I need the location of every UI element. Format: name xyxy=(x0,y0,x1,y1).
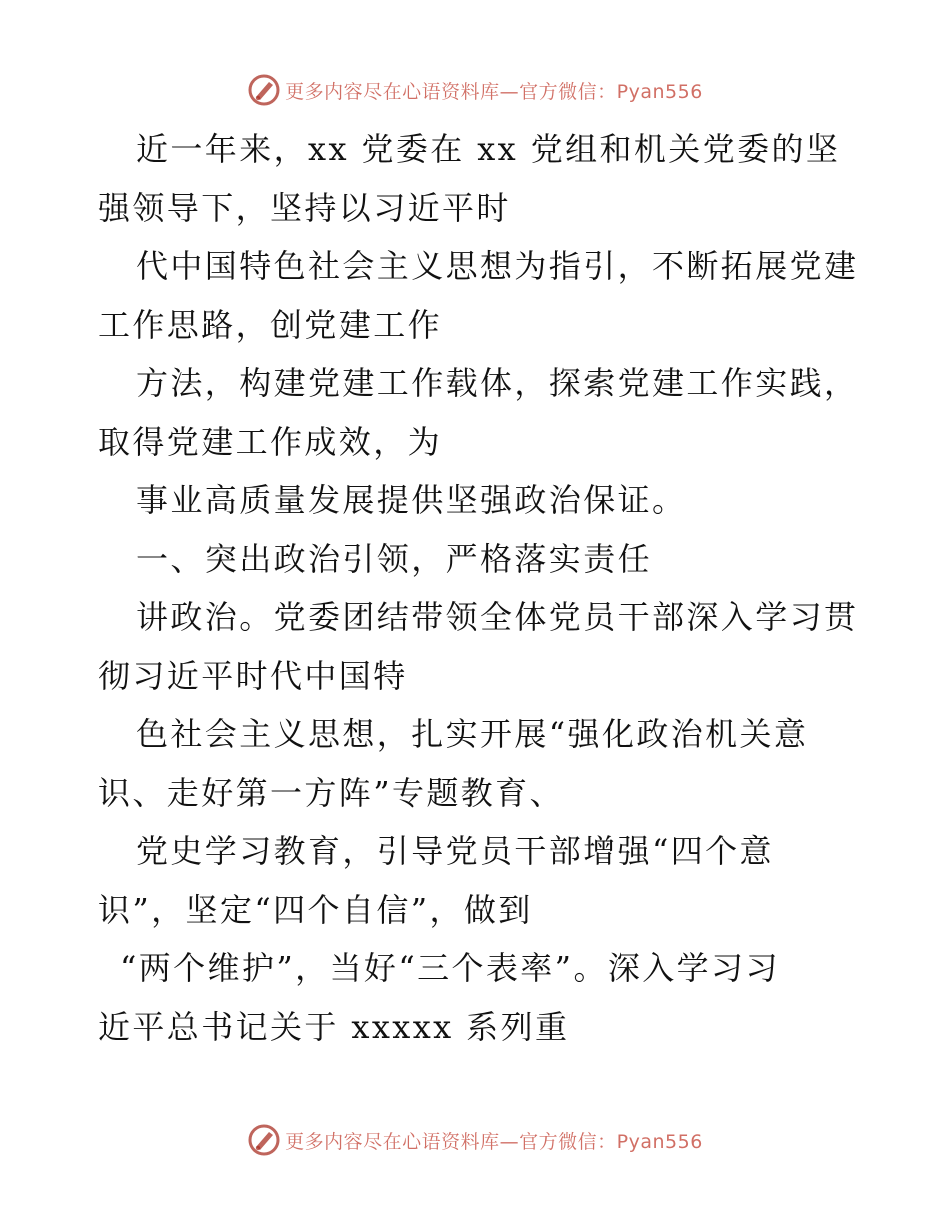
text-line: 工作思路，创党建工作 xyxy=(98,305,443,344)
text-line: 色社会主义思想，扎实开展“强化政治机关意 xyxy=(136,715,809,753)
text-line: 讲政治。党委团结带领全体党员干部深入学习贯 xyxy=(136,598,859,636)
text-line: 取得党建工作成效，为 xyxy=(98,422,443,461)
text-line: 近平总书记关于 xxxxx 系列重 xyxy=(98,1007,570,1046)
text-line: 代中国特色社会主义思想为指引，不断拓展党建 xyxy=(136,247,859,285)
document-body xyxy=(98,120,868,1056)
section-heading: 一、突出政治引领，严格落实责任 xyxy=(136,539,653,578)
text-line: 近一年来，xx 党委在 xx 党组和机关党委的坚 xyxy=(136,130,841,168)
watermark-logo-icon xyxy=(247,73,281,107)
text-line: 识、走好第一方阵”专题教育、 xyxy=(98,773,564,812)
watermark-logo-icon xyxy=(247,1123,281,1157)
footer-watermark xyxy=(0,1120,950,1160)
text-line: 方法，构建党建工作载体，探索党建工作实践， xyxy=(136,364,859,402)
text-line: 识”，坚定“四个自信”，做到 xyxy=(98,890,533,929)
text-line: 彻习近平时代中国特 xyxy=(98,656,408,695)
text-line: “两个维护”，当好“三个表率”。深入学习习 xyxy=(120,949,780,987)
watermark-text: 更多内容尽在心语资料库—官方微信：Pyan556 xyxy=(285,1130,703,1153)
text-line: 党史学习教育，引导党员干部增强“四个意 xyxy=(136,832,774,870)
watermark-text: 更多内容尽在心语资料库—官方微信：Pyan556 xyxy=(285,80,703,103)
text-line: 事业高质量发展提供坚强政治保证。 xyxy=(136,481,687,519)
text-line: 强领导下，坚持以习近平时 xyxy=(98,188,511,227)
header-watermark xyxy=(0,70,950,110)
